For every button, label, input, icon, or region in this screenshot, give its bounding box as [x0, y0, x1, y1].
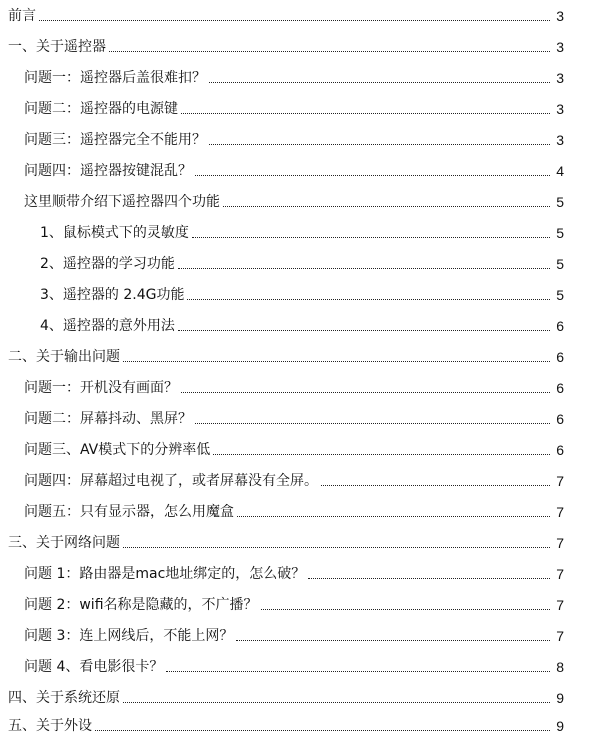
toc-entry-title: 2、遥控器的学习功能 [40, 256, 175, 272]
toc-entry-feature-4[interactable] [40, 313, 564, 335]
dot-leader [195, 174, 550, 176]
toc-entry-page: 5 [556, 225, 564, 241]
dot-leader [209, 143, 550, 145]
toc-entry-title: 1、鼠标模式下的灵敏度 [40, 225, 189, 241]
toc-entry-page: 6 [556, 380, 564, 396]
toc-entry-network-q3[interactable] [24, 623, 564, 645]
dot-leader [178, 267, 550, 269]
dot-leader [236, 639, 550, 641]
dot-leader [166, 670, 550, 672]
toc-entry-output-q5[interactable] [24, 499, 564, 521]
toc-entry-page: 9 [556, 718, 564, 734]
toc-entry-title: 3、遥控器的 2.4G功能 [40, 287, 185, 303]
toc-entry-output-q2[interactable] [24, 406, 564, 428]
toc-entry-network-q4[interactable] [24, 654, 564, 676]
toc-entry-title: 问题二：屏幕抖动、黑屏？ [24, 411, 192, 427]
toc-entry-section-restore[interactable] [8, 685, 564, 707]
toc-entry-network-q2[interactable] [24, 592, 564, 614]
toc-entry-section-remote[interactable] [8, 34, 564, 56]
toc-entry-page: 3 [556, 39, 564, 55]
toc-entry-page: 8 [556, 659, 564, 675]
toc-entry-page: 6 [556, 411, 564, 427]
toc-entry-section-network[interactable] [8, 530, 564, 552]
toc-entry-title: 一、关于遥控器 [8, 39, 106, 55]
toc-entry-page: 7 [556, 566, 564, 582]
dot-leader [187, 298, 550, 300]
toc-entry-title: 问题五：只有显示器，怎么用魔盒 [24, 504, 234, 520]
toc-entry-page: 7 [556, 535, 564, 551]
toc-entry-remote-q1[interactable] [24, 65, 564, 87]
dot-leader [39, 19, 550, 21]
toc-entry-page: 7 [556, 597, 564, 613]
toc-entry-remote-features[interactable] [24, 189, 564, 211]
dot-leader [308, 577, 550, 579]
toc-entry-section-peripherals[interactable] [8, 713, 564, 735]
toc-entry-page: 5 [556, 287, 564, 303]
toc-entry-page: 3 [556, 101, 564, 117]
toc-entry-page: 6 [556, 442, 564, 458]
toc-entry-page: 3 [556, 8, 564, 24]
toc-entry-page: 6 [556, 349, 564, 365]
toc-entry-title: 这里顺带介绍下遥控器四个功能 [24, 194, 220, 210]
toc-entry-title: 问题二：遥控器的电源键 [24, 101, 178, 117]
toc-entry-title: 前言 [8, 8, 36, 24]
toc-entry-title: 三、关于网络问题 [8, 535, 120, 551]
toc-entry-title: 问题四：屏幕超过电视了，或者屏幕没有全屏。 [24, 473, 318, 489]
toc-entry-remote-q4[interactable] [24, 158, 564, 180]
dot-leader [192, 236, 550, 238]
toc-entry-page: 4 [556, 163, 564, 179]
toc-entry-page: 9 [556, 690, 564, 706]
toc-entry-title: 问题 3：连上网线后，不能上网？ [24, 628, 234, 644]
toc-entry-remote-q3[interactable] [24, 127, 564, 149]
dot-leader [213, 453, 550, 455]
toc-entry-output-q4[interactable] [24, 468, 564, 490]
toc-entry-page: 5 [556, 256, 564, 272]
toc-entry-output-q1[interactable] [24, 375, 564, 397]
toc-entry-page: 3 [556, 70, 564, 86]
dot-leader [123, 546, 550, 548]
toc-entry-page: 3 [556, 132, 564, 148]
dot-leader [181, 112, 550, 114]
toc-entry-page: 7 [556, 504, 564, 520]
toc-entry-page: 6 [556, 318, 564, 334]
toc-entry-feature-3[interactable] [40, 282, 564, 304]
dot-leader [321, 484, 550, 486]
toc-entry-page: 7 [556, 473, 564, 489]
dot-leader [223, 205, 550, 207]
toc-entry-title: 问题三、AV模式下的分辨率低 [24, 442, 211, 458]
toc-entry-title: 五、关于外设 [8, 718, 92, 734]
dot-leader [178, 329, 550, 331]
dot-leader [181, 391, 550, 393]
toc-entry-feature-2[interactable] [40, 251, 564, 273]
toc-entry-remote-q2[interactable] [24, 96, 564, 118]
dot-leader [123, 701, 550, 703]
toc-entry-section-output[interactable] [8, 344, 564, 366]
toc-entry-preface[interactable] [8, 3, 564, 25]
toc-entry-title: 问题 2：wifi名称是隐藏的，不广播？ [24, 597, 258, 613]
toc-entry-output-q3[interactable] [24, 437, 564, 459]
toc-entry-page: 5 [556, 194, 564, 210]
toc-entry-title: 问题 4、看电影很卡？ [24, 659, 164, 675]
toc-entry-title: 问题 1：路由器是mac地址绑定的，怎么破？ [24, 566, 306, 582]
toc-entry-title: 问题三：遥控器完全不能用？ [24, 132, 206, 148]
toc-entry-title: 4、遥控器的意外用法 [40, 318, 175, 334]
dot-leader [95, 729, 550, 731]
dot-leader [195, 422, 550, 424]
dot-leader [209, 81, 550, 83]
toc-entry-title: 问题一：遥控器后盖很难扣？ [24, 70, 206, 86]
toc-entry-title: 二、关于输出问题 [8, 349, 120, 365]
dot-leader [237, 515, 550, 517]
dot-leader [109, 50, 550, 52]
toc-entry-page: 7 [556, 628, 564, 644]
dot-leader [261, 608, 550, 610]
toc-entry-feature-1[interactable] [40, 220, 564, 242]
toc-entry-title: 问题四：遥控器按键混乱？ [24, 163, 192, 179]
dot-leader [123, 360, 550, 362]
toc-entry-title: 问题一：开机没有画面？ [24, 380, 178, 396]
toc-entry-network-q1[interactable] [24, 561, 564, 583]
toc-entry-title: 四、关于系统还原 [8, 690, 120, 706]
